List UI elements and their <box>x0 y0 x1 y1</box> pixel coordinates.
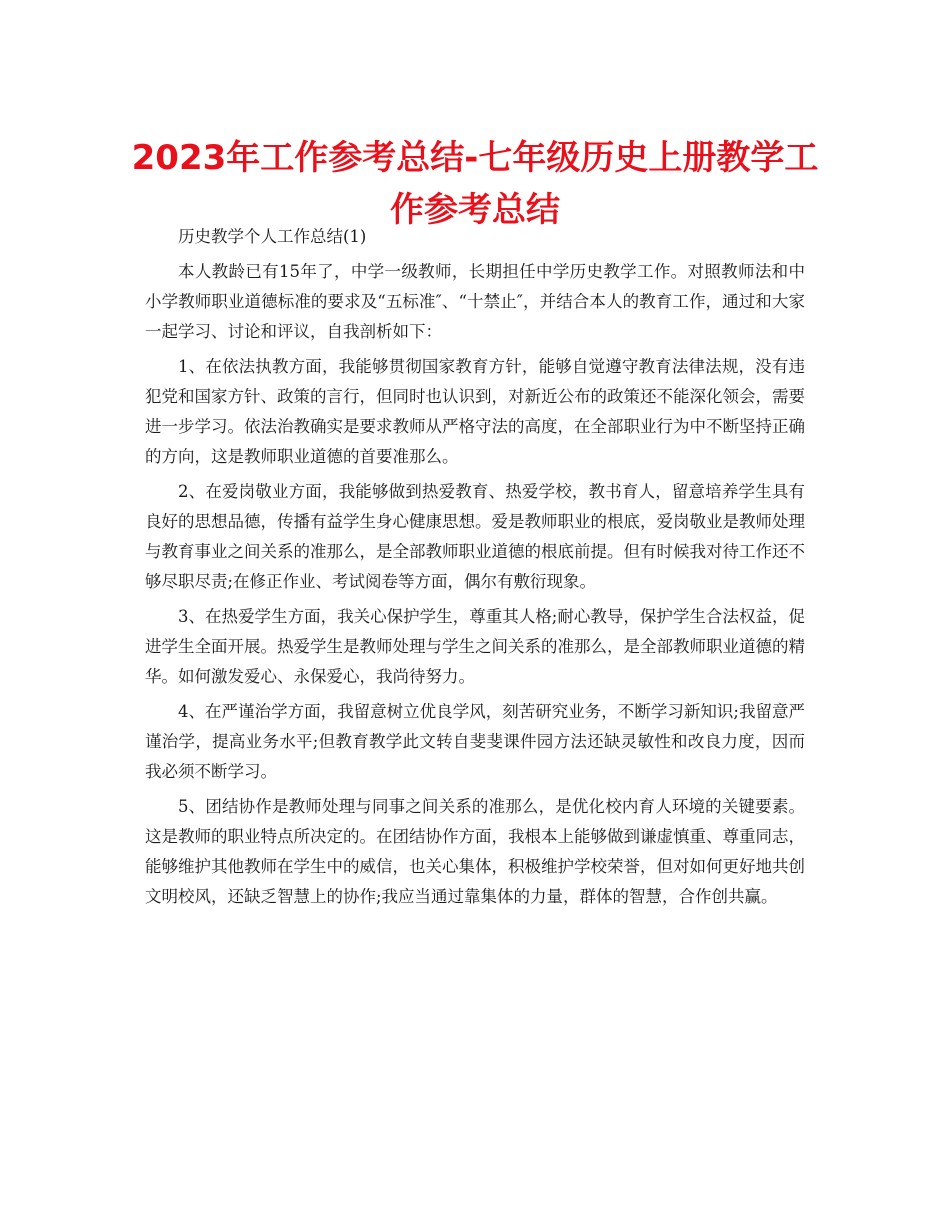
document-title: 2023年工作参考总结-七年级历史上册教学工作参考总结 <box>131 138 819 230</box>
document-body <box>145 222 805 917</box>
paragraph-point-2: 2、在爱岗敬业方面，我能够做到热爱教育、热爱学校，教书育人，留意培养学生具有良好的思想品德，传播有益学生身心健康思想。爱是教师职业的根底，爱岗敬业是教师处理与教育事业之间关系的准那么，是全部教师职业道德的根底前提。但有时候我对待工作还不够尽职尽责;在修正作业、考试阅卷等方面，偶尔有敷衍现象。 <box>145 482 805 591</box>
paragraph-point-4: 4、在严谨治学方面，我留意树立优良学风，刻苦研究业务，不断学习新知识;我留意严谨治学，提高业务水平;但教育教学此文转自斐斐课件园方法还缺灵敏性和改良力度，因而我必须不断学习。 <box>145 702 805 781</box>
paragraph-intro: 本人教龄已有15年了，中学一级教师，长期担任中学历史教学工作。对照教师法和中小学教师职业道德标准的要求及“五标准″、“十禁止″，并结合本人的教育工作，通过和大家一起学习、讨论和评议，自我剖析如下： <box>145 262 805 341</box>
section-subheading: 历史教学个人工作总结(1) <box>178 227 367 246</box>
paragraph-point-3: 3、在热爱学生方面，我关心保护学生，尊重其人格;耐心教导，保护学生合法权益，促进学生全面开展。热爱学生是教师处理与学生之间关系的准那么，是全部教师职业道德的精华。如何激发爱心、永保爱心，我尚待努力。 <box>145 607 805 686</box>
paragraph-point-5: 5、团结协作是教师处理与同事之间关系的准那么，是优化校内育人环境的关键要素。这是教师的职业特点所决定的。在团结协作方面，我根本上能够做到谦虚慎重、尊重同志，能够维护其他教师在学生中的威信，也关心集体，积极维护学校荣誉，但对如何更好地共创文明校风，还缺乏智慧上的协作;我应当通过靠集体的力量，群体的智慧，合作创共赢。 <box>145 797 805 906</box>
paragraph-point-1: 1、在依法执教方面，我能够贯彻国家教育方针，能够自觉遵守教育法律法规，没有违犯党和国家方针、政策的言行，但同时也认识到，对新近公布的政策还不能深化领会，需要进一步学习。依法治教确实是要求教师从严格守法的高度，在全部职业行为中不断坚持正确的方向，这是教师职业道德的首要准那么。 <box>145 357 805 466</box>
